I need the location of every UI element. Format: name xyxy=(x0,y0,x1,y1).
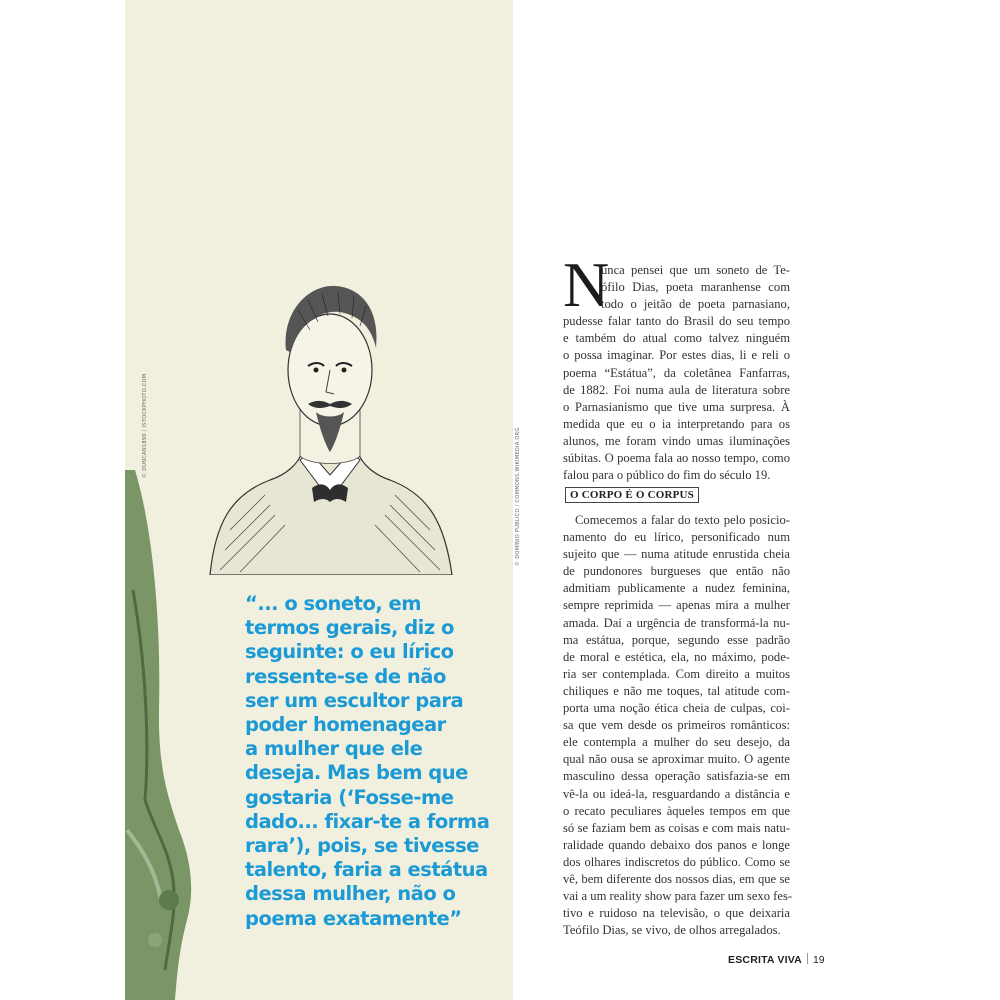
text-line: alunos, me foram vindo umas iluminações xyxy=(563,433,790,448)
text-line: sujeito que — numa atitude enrustida cheia xyxy=(563,547,790,562)
quote-line: ressente-se de não xyxy=(245,664,446,688)
quote-line: poema exatamente” xyxy=(245,906,462,930)
text-line: vai a um reality show para fazer um sexo fes- xyxy=(563,889,793,904)
text-line: poema “Estátua”, da coletânea Fanfarras, xyxy=(563,365,790,380)
text-line: unca pensei que um soneto de Te- xyxy=(601,263,790,277)
text-line: sempre reprimida — apenas mira a mulher xyxy=(563,598,790,613)
text-line: pudesse falar tanto do Brasil do seu tempo xyxy=(563,314,790,329)
page-footer xyxy=(728,953,825,966)
text-line: ma estátua, porque, segundo esse padrão xyxy=(563,632,790,647)
text-line: tivo e ruidoso na televisão, o que deixaria xyxy=(563,906,790,921)
text-line: falou para o público do fim do século 19. xyxy=(563,468,771,483)
text-line: vê, bem diferente dos nossos dias, em que se xyxy=(563,871,790,886)
text-line: o possa imaginar. Por estes dias, li e reli o xyxy=(563,348,790,363)
text-line: ralidade quando debaixo dos panos e longe xyxy=(563,837,790,852)
text-line: todo o jeitão de poeta parnasiano, xyxy=(601,297,790,312)
text-line: admitiam publicamente a nudez feminina, xyxy=(563,581,790,596)
pull-quote xyxy=(245,592,490,931)
text-line: de moral e estética, ela, no máximo, pode- xyxy=(563,649,790,664)
text-line: o recato peculiares àqueles tempos em que xyxy=(563,803,790,818)
quote-line: ser um escultor para xyxy=(245,688,464,712)
text-line: só se faziam bem as coisas e com mais natu- xyxy=(563,820,790,835)
text-line: de 1882. Foi numa aula de literatura sobre xyxy=(563,382,790,397)
quote-line: gostaria (‘Fosse-me xyxy=(245,785,454,809)
text-line: súbitas. O poema fala ao nosso tempo, como xyxy=(563,451,790,466)
photo-credit-right: © DOMÍNIO PÚBLICO / COMMONS.WIKIMEDIA.ORG xyxy=(515,427,521,566)
text-line: Comecemos a falar do texto pelo posicio- xyxy=(575,513,790,527)
page-number: 19 xyxy=(812,954,825,966)
text-line: namento do eu lírico, personificado num xyxy=(563,530,790,545)
text-line: vê-la ou ideá-la, resguardando a distância e xyxy=(563,786,790,801)
statue-image xyxy=(125,470,195,1000)
magazine-name: ESCRITA VIVA xyxy=(728,954,802,966)
quote-line: dessa mulher, não o xyxy=(245,882,456,906)
photo-credit-left: © DUNCAN1890 / ISTOCKPHOTO.COM xyxy=(142,373,148,478)
text-line: ófilo Dias, poeta maranhense com xyxy=(601,280,790,295)
drop-cap: N xyxy=(563,249,610,320)
quote-line: a mulher que ele xyxy=(245,737,423,761)
article-paragraph-1 xyxy=(563,262,790,484)
text-line: Teófilo Dias, se vivo, de olhos arregalados. xyxy=(563,923,781,938)
text-line: e também do atual como talvez ninguém xyxy=(563,331,790,346)
text-line: de pundonores burgueses que então não xyxy=(563,564,790,579)
text-line: ria ser contemplada. Com direito a muitos xyxy=(563,666,790,681)
quote-line: rara’), pois, se tivesse xyxy=(245,834,479,858)
quote-line: poder homenagear xyxy=(245,713,446,737)
text-line: amada. Daí a urgência de transformá-la nu- xyxy=(563,615,790,630)
quote-line: talento, faria a estátua xyxy=(245,858,488,882)
right-margin xyxy=(875,0,1000,1000)
text-line: masculino dessa operação satisfazia-se em xyxy=(563,769,790,784)
text-line: porta uma noção ética cheia de culpas, coi- xyxy=(563,701,790,716)
quote-line: “... o soneto, em xyxy=(245,592,422,615)
quote-line: seguinte: o eu lírico xyxy=(245,640,454,664)
section-subhead: O CORPO É O CORPUS xyxy=(565,487,699,503)
quote-line: termos gerais, diz o xyxy=(245,616,454,640)
text-line: sa que vem desde os primeiros românticos: xyxy=(563,718,790,733)
text-line: chiliques e não me toques, tal atitude com- xyxy=(563,683,790,698)
text-line: dos olhares indiscretos do público. Como se xyxy=(563,854,790,869)
text-line: qual não ousa se aproximar muito. O agente xyxy=(563,752,790,767)
text-line: ele contempla a mulher do seu desejo, da xyxy=(563,735,790,750)
text-line: medida que eu o ia interpretando para os xyxy=(563,416,790,431)
quote-line: dado... fixar-te a forma xyxy=(245,809,490,833)
footer-divider xyxy=(807,953,808,964)
portrait-engraving xyxy=(190,270,470,575)
quote-line: deseja. Mas bem que xyxy=(245,761,468,785)
text-line: o Parnasianismo que tive uma surpresa. À xyxy=(563,399,790,414)
article-paragraph-2 xyxy=(563,512,793,939)
